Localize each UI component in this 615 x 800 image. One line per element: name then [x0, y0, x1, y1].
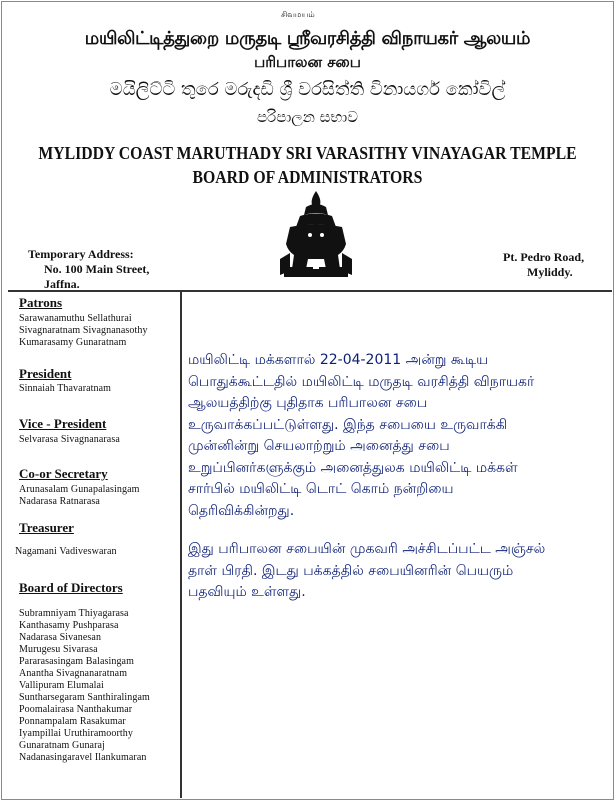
tamil-subtitle: பரிபாலன சபை [254, 53, 361, 71]
notice-paragraph-2 [188, 539, 608, 604]
sinhala-title: මයිලිට්ටි තුරෙ මරුදඩි ශ්‍රී වරසිත්ති විනායගර් කෝවිල් [109, 79, 506, 100]
notice-line: உறுப்பினர்களுக்கும் அனைத்துலக மயிலிட்டி மக்கள் [188, 459, 518, 476]
notice-line: உருவாக்கப்பட்டுள்ளது. இந்த சபையை உருவாக்கி [188, 416, 508, 433]
notice-line: சார்பில் மயிலிட்டி டொட் கொம் நன்றியை [188, 481, 454, 497]
official-name: Sarawanamuthu Sellathurai [19, 313, 132, 324]
official-name: Nagamani Vadiveswaran [15, 546, 117, 557]
official-name: Subramniyam Thiyagarasa [19, 608, 129, 619]
official-name: Vallipuram Elumalai [19, 680, 104, 691]
temporary-address-line2: Jaffna. [44, 277, 80, 291]
temple-gopuram-emblem-icon [276, 189, 356, 284]
header-divider [8, 290, 612, 292]
vice-president-section [19, 416, 179, 446]
sidebar-divider [180, 290, 182, 798]
officials-sidebar [15, 295, 179, 764]
official-name: Sivagnaratnam Sivagnanasothy [19, 325, 148, 336]
official-name: Kanthasamy Pushparasa [19, 620, 119, 631]
official-name: Ponnampalam Rasakumar [19, 716, 126, 727]
english-subtitle: BOARD OF ADMINISTRATORS [192, 167, 423, 187]
temple-address-line1: Pt. Pedro Road, [503, 250, 585, 264]
official-name: Poomalairasa Nanthakumar [19, 704, 133, 715]
temporary-address [28, 247, 149, 292]
notice-line: இது பரிபாலன சபையின் முகவரி அச்சிடப்பட்ட அஞ்சல் [188, 541, 546, 557]
notice-line: தாள் பிரதி. இடது பக்கத்தில் சபையினரின் பெயரும் [188, 562, 514, 579]
section-title: President [19, 366, 72, 381]
section-title: Board of Directors [19, 580, 123, 595]
section-title: Treasurer [19, 520, 74, 535]
invocation-text: சிவமயம் [281, 10, 315, 19]
sinhala-subtitle: පරිපාලන සභාව [256, 108, 358, 126]
notice-line: முன்னின்று செயலாற்றும் அனைத்து சபை [188, 438, 450, 454]
treasurer-section [15, 520, 179, 558]
patrons-section [19, 295, 179, 349]
section-title: Patrons [19, 295, 63, 310]
temporary-address-line1: No. 100 Main Street, [44, 262, 150, 276]
official-name: Murugesu Sivarasa [19, 644, 98, 655]
tamil-title: மயிலிட்டித்துறை மருதடி ஸ்ரீவரசித்தி விநாயகர் ஆலயம் [84, 28, 531, 49]
section-title: Vice - President [19, 416, 107, 431]
official-name: Gunaratnam Gunaraj [19, 740, 105, 751]
official-name: Iyampillai Uruthiramoorthy [19, 728, 133, 739]
official-name: Arunasalam Gunapalasingam [19, 484, 140, 495]
official-name: Nadanasingaravel Ilankumaran [19, 752, 147, 763]
secretary-section [19, 466, 179, 508]
official-name: Nadarasa Ratnarasa [19, 496, 100, 507]
temple-address-line2: Myliddy. [527, 265, 573, 279]
notice-line: மயிலிட்டி மக்களால் 22-04-2011 அன்று கூடிய [188, 352, 489, 368]
notice-line: பொதுக்கூட்டதில் மயிலிட்டி மருதடி வரசித்தி விநாயகா் [188, 373, 537, 390]
temporary-address-label: Temporary Address: [28, 247, 134, 261]
notice-line: தெரிவிக்கின்றது. [188, 502, 295, 519]
official-name: Nadarasa Sivanesan [19, 632, 102, 643]
official-name: Pararasasingam Balasingam [19, 656, 134, 667]
official-name: Selvarasa Sivagnanarasa [19, 434, 120, 445]
english-title: MYLIDDY COAST MARUTHADY SRI VARASITHY VINAYAGAR TEMPLE [38, 143, 577, 163]
board-section [19, 580, 179, 764]
official-name: Suntharsegaram Santhiralingam [19, 692, 150, 703]
official-name: Sinnaiah Thavaratnam [19, 383, 112, 394]
notice-paragraph-1 [188, 350, 608, 522]
official-name: Kumarasamy Gunaratnam [19, 337, 127, 348]
temple-address [503, 250, 584, 280]
official-name: Anantha Sivagnanaratnam [19, 668, 128, 679]
notice-line: பதவியும் உள்ளது. [188, 584, 306, 600]
notice-text [188, 350, 608, 604]
president-section [19, 366, 179, 395]
section-title: Co-or Secretary [19, 466, 108, 481]
notice-line: ஆலயத்திற்கு புதிதாக பரிபாலன சபை [188, 395, 428, 411]
